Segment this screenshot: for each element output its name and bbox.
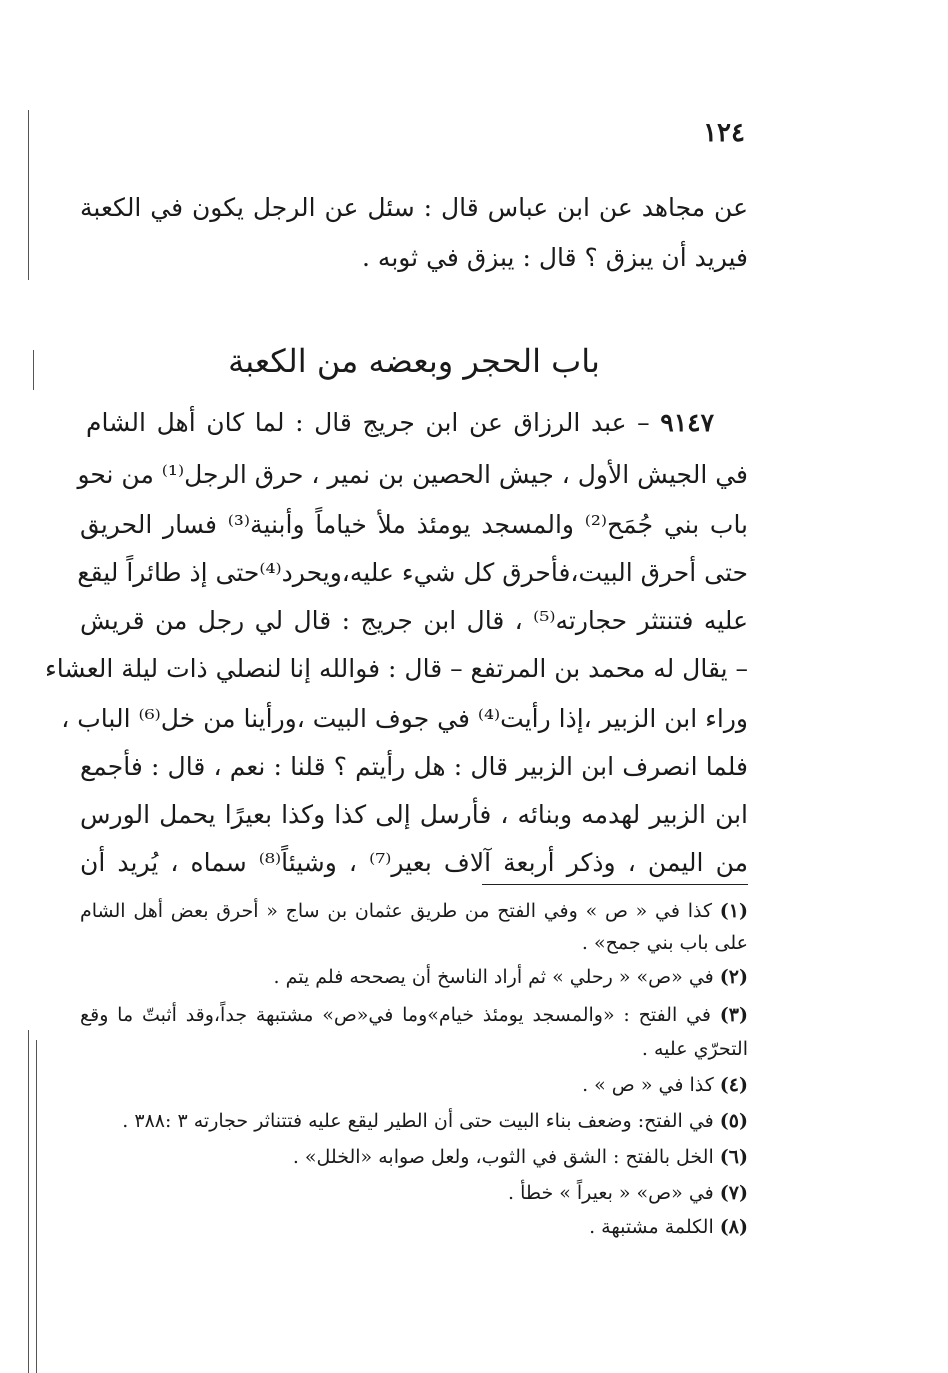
footnote-line <box>582 1070 748 1100</box>
hadith-line-text: – عبد الرزاق عن ابن جريج قال : لما كان أهل الشام <box>86 408 661 437</box>
hadith-number: ٩١٤٧ <box>660 408 714 437</box>
footnote-text: في الفتح : «والمسجد يومئذ خيام»وما في«ص» مشتبهة جداً،وقد أثبتّ ما وقع <box>80 1004 720 1026</box>
footnote-line <box>293 1142 748 1172</box>
hadith-line: في الجيش الأول ، جيش الحصين بن نمير ، حرق الرجل⁽¹⁾ من نحو <box>77 460 748 489</box>
intro-line: فيريد أن يبزق ؟ قال : يبزق في ثوبه . <box>362 243 748 272</box>
footnote-line <box>582 928 748 958</box>
footnote-line <box>273 962 748 992</box>
footnote-number: (٥) <box>719 1110 748 1132</box>
hadith-line: حتى أحرق البيت،فأحرق كل شيء عليه،ويحرد⁽⁴⁾حتى إذ طائراً ليقع <box>77 558 748 587</box>
footnote-text: في «ص» « رحلي » ثم أراد الناسخ أن يصححه فلم يتم . <box>273 966 720 988</box>
hadith-line: – يقال له محمد بن المرتفع – قال : فوالله إنا لنصلي ذات ليلة العشاء <box>45 654 748 683</box>
footnote-number: (٧) <box>719 1182 748 1204</box>
footnote-text: الكلمة مشتبهة . <box>589 1216 720 1238</box>
footnote-text: في «ص» « بعيراً » خطأ . <box>508 1182 720 1204</box>
footnote-text: التحرّي عليه . <box>641 1038 748 1060</box>
hadith-line: باب بني جُمَح⁽²⁾ والمسجد يومئذ ملأ خياماً وأبنية⁽³⁾ فسار الحريق <box>80 510 749 539</box>
left-margin-rule <box>28 1030 29 1373</box>
footnote-text: في الفتح: وضعف بناء البيت حتى أن الطير ليقع عليه فتتناثر حجارته ٣ :٣٨٨ . <box>122 1110 720 1132</box>
hadith-line: من اليمن ، وذكر أربعة آلاف بعير⁽⁷⁾ ، وشيئاً⁽⁸⁾ سماه ، يُريد أن <box>80 848 749 877</box>
left-margin-rule <box>33 350 34 390</box>
footnote-line <box>80 896 748 926</box>
footnote-number: (٨) <box>719 1216 748 1238</box>
footnote-line <box>80 1000 748 1030</box>
footnote-number: (٤) <box>719 1074 748 1096</box>
footnote-line <box>589 1212 748 1242</box>
footnote-number: (٣) <box>719 1004 748 1026</box>
footnote-separator <box>482 884 748 885</box>
footnote-text: كذا في « ص » . <box>582 1074 720 1096</box>
footnote-text: الخل بالفتح : الشق في الثوب، ولعل صوابه «الخلل» . <box>292 1146 720 1168</box>
left-margin-rule <box>28 110 29 280</box>
footnote-line <box>508 1178 748 1208</box>
intro-line: عن مجاهد عن ابن عباس قال : سئل عن الرجل يكون في الكعبة <box>80 193 748 222</box>
left-margin-rule <box>36 1040 37 1373</box>
page-number: ١٢٤ <box>703 118 745 148</box>
chapter-title: باب الحجر وبعضه من الكعبة <box>228 342 600 380</box>
footnote-text: كذا في « ص » وفي الفتح من طريق عثمان بن ساج « أحرق بعض أهل الشام <box>80 900 720 922</box>
footnote-number: (٢) <box>719 966 748 988</box>
hadith-line: ابن الزبير لهدمه وبنائه ، فأرسل إلى كذا وكذا بعيرًا يحمل الورس <box>80 800 748 829</box>
footnote-line <box>122 1106 748 1136</box>
footnote-text: على باب بني جمح» . <box>581 932 748 954</box>
hadith-line: فلما انصرف ابن الزبير قال : هل رأيتم ؟ قلنا : نعم ، قال : فأجمع <box>80 752 748 781</box>
footnote-line <box>642 1034 748 1064</box>
footnote-number: (٦) <box>719 1146 748 1168</box>
hadith-line: وراء ابن الزبير ،إذا رأيت⁽⁴⁾ في جوف البيت ،ورأينا من خل⁽⁶⁾ الباب ، <box>61 704 748 733</box>
hadith-line: عليه فتنتثر حجارته⁽⁵⁾ ، قال ابن جريج : قال لي رجل من قريش <box>80 606 748 635</box>
hadith-first-line <box>86 403 714 443</box>
footnote-number: (١) <box>719 900 748 922</box>
